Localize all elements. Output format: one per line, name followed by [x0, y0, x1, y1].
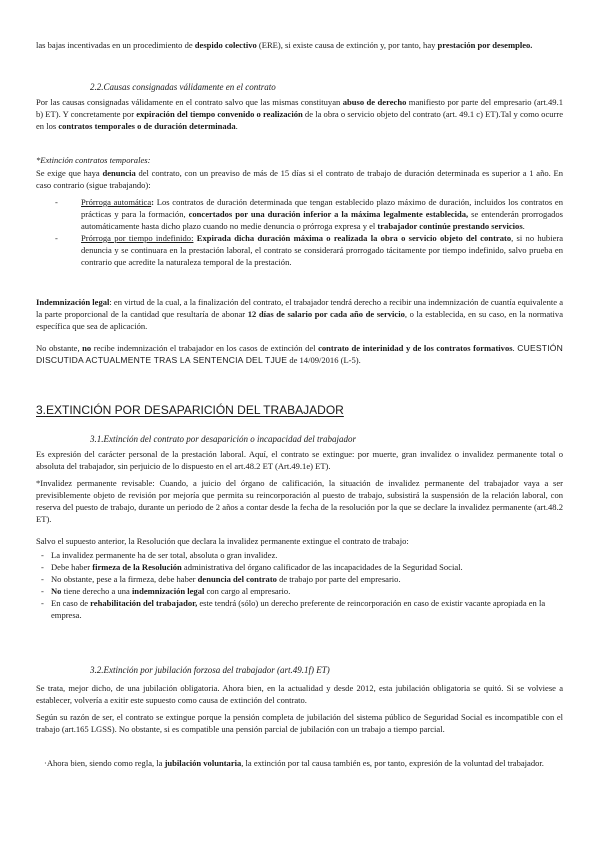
text: No obstante, pese a la firmeza, debe haber — [51, 574, 198, 584]
extension-list — [36, 196, 563, 268]
dash-marker: - — [41, 574, 44, 584]
list-item — [36, 573, 563, 585]
text: ·Ahora bien, siendo como regla, la — [44, 758, 165, 768]
text: . — [512, 343, 518, 353]
text: (ERE), si existe causa de extinción y, por tanto, hay — [256, 40, 438, 50]
bold-text: indemnización legal — [131, 586, 205, 596]
text: . — [522, 221, 525, 231]
text: manifiesto por parte del empresario (art.49.1 b) ET). Y concretamente por — [36, 97, 563, 119]
causes-paragraph — [36, 96, 563, 132]
pension-paragraph: Según su razón de ser, el contrato se extingue porque la pensión completa de jubilación del sistema público de Seguridad Social es incompatible con el trabajo (art.165 LGSS). No obstante, si es compatible una pensión parcial de jubilación con un trabajo a tiempo parcial. — [36, 712, 563, 734]
text: La invalidez permanente ha de ser total, absoluta o gran invalidez. — [51, 550, 278, 560]
bold-text: No — [51, 586, 62, 596]
dash-marker: - — [41, 598, 44, 608]
underlined-text: Prórroga por tiempo indefinido: — [81, 233, 194, 243]
list-item — [36, 549, 563, 561]
text: del contrato, con un preaviso de más de 15 días si el contrato de trabajo de duración determinada es superior a 1 año. En caso contrario (sigue trabajando): — [36, 168, 563, 190]
bold-text: no — [82, 343, 92, 353]
dash-marker: - — [41, 550, 44, 560]
text: Por las causas consignadas válidamente en el contrato salvo que las mismas constituyan — [36, 97, 343, 107]
text: las bajas incentivadas en un procedimiento de — [36, 40, 195, 50]
list-item — [36, 585, 563, 597]
bold-text: concertados por una duración inferior a la máxima legalmente establecida, — [188, 209, 469, 219]
temporary-contracts-label: *Extinción contratos temporales: — [36, 155, 151, 165]
bold-text: rehabilitación del trabajador, — [90, 598, 198, 608]
subheading-3-1: 3.1.Extinción del contrato por desaparición o incapacidad del trabajador — [90, 434, 356, 444]
bold-text: denuncia del contrato — [197, 574, 277, 584]
revisable-invalidity-paragraph: *Invalidez permanente revisable: Cuando, a juicio del órgano de calificación, la situación de invalidez permanente del trabajador vaya a ser previsiblemente objeto de revisión por mejoría que permita su reincorporación al puesto de trabajo, subsistirá la suspensión de la relación laboral, con reserva del puesto de trabajo, durante un periodo de 2 años a contar desde la fecha de la resolución por la que se declare la invalidez permanente (art.48.2 ET). — [36, 478, 563, 524]
text: En caso de — [51, 598, 91, 608]
text: , o la establecida, en su caso, en la normativa específica que sea de aplicación. — [36, 309, 563, 331]
text: de la obra o servicio objeto del contrato (art. 49.1 c) ET).Tal y como ocurre en los — [36, 109, 563, 131]
subheading-3-2: 3.2.Extinción por jubilación forzosa del trabajador (art.49.1f) ET) — [90, 665, 330, 675]
text: este tendrá (sólo) un derecho preferente de reincorporación en caso de existir vacante apropiada en la empresa. — [51, 598, 546, 620]
bold-text: : — [151, 197, 154, 207]
bold-text: denuncia — [102, 168, 136, 178]
text: . — [235, 121, 238, 131]
underlined-text: Prórroga automática — [81, 197, 152, 207]
dash-marker: - — [55, 197, 58, 207]
compensation-paragraph — [36, 296, 563, 332]
dash-marker: - — [41, 562, 44, 572]
text: con cargo al empresario. — [204, 586, 291, 596]
text: administrativa del órgano calificador de las incapacidades de la Seguridad Social. — [181, 562, 463, 572]
intro-paragraph — [36, 39, 563, 51]
text: de 14/09/2016 (L-5). — [287, 355, 361, 365]
text: , si no hubiera denuncia y se continuara en la prestación laboral, el contrato se considerará prorrogado tácitamente por tiempo indefinido, salvo prueba en contrario que acredite la naturaleza temporal de la prestación. — [81, 233, 564, 267]
forced-retirement-paragraph: Se trata, mejor dicho, de una jubilación obligatoria. Ahora bien, en la actualidad y desde 2012, esta jubilación obligatoria se quitó. Si se volviese a establecer, volvería a exitir este supuesto como causa de extinción del contrato. — [36, 683, 563, 705]
text: No obstante, — [36, 343, 83, 353]
text: Se exige que haya — [36, 168, 103, 178]
no-compensation-paragraph — [36, 342, 563, 366]
bold-text: contratos temporales o de duración determinada — [58, 121, 236, 131]
text: de trabajo por parte del empresario. — [276, 574, 401, 584]
bold-text: contrato de interinidad y de los contratos formativos — [318, 343, 513, 353]
subheading-2-2: 2.2.Causas consignadas válidamente en el contrato — [90, 82, 276, 92]
list-item — [36, 561, 563, 573]
voluntary-retirement-paragraph — [36, 757, 563, 769]
dash-marker: - — [41, 586, 44, 596]
text: Los contratos de duración determinada que tengan establecido plazo máximo de duración, incluidos los contratos en prácticas y para la formación, — [81, 197, 563, 219]
bold-text: expiración del tiempo convenido o realización — [136, 109, 303, 119]
bold-text: trabajador continúe prestando servicios — [377, 221, 523, 231]
resolution-paragraph: Salvo el supuesto anterior, la Resolución que declara la invalidez permanente extingue el contrato de trabajo: — [36, 536, 409, 546]
bold-text: 12 días de salario por cada año de servicio — [247, 309, 405, 319]
bold-text: abuso de derecho — [342, 97, 407, 107]
disappearance-paragraph: Es expresión del carácter personal de la prestación laboral. Aquí, el contrato se extingue: por muerte, gran invalidez o invalidez permanente total o absoluta del trabajador, sin perjuicio de lo dispuesto en el art.48.2 ET (Art.49.1e) ET). — [36, 449, 563, 471]
bold-text: Expirada dicha duración máxima o realizada la obra o servicio objeto del contrato — [196, 233, 512, 243]
section-3-heading: 3.EXTINCIÓN POR DESAPARICIÓN DEL TRABAJADOR — [36, 403, 344, 417]
text: recibe indemnización el trabajador en los casos de extinción del — [91, 343, 319, 353]
text: se entenderán prorrogados automáticamente hasta dicho plazo cuando no medie denuncia o prórroga expresa y el — [81, 209, 563, 231]
text: : en virtud de la cual, a la finalización del contrato, el trabajador tendrá derecho a recibir una indemnización de cuantía equivalente a la parte proporcional de la cantidad que resultaría de abonar — [36, 297, 563, 319]
text: , la extinción por tal causa también es, por tanto, expresión de la voluntad del trabajador. — [241, 758, 544, 768]
bold-text: firmeza de la Resolución — [92, 562, 182, 572]
text: Debe haber — [51, 562, 93, 572]
bold-text: Indemnización legal — [36, 297, 110, 307]
text: tiene derecho a una — [61, 586, 132, 596]
list-item-automatic-extension — [36, 196, 563, 232]
bold-text: despido colectivo — [194, 40, 257, 50]
list-item-indefinite-extension — [36, 232, 563, 268]
bold-text: jubilación voluntaria — [164, 758, 242, 768]
uppercase-note: CUESTIÓN DISCUTIDA ACTUALMENTE TRAS LA SENTENCIA DEL TJUE — [36, 343, 563, 365]
list-item — [36, 597, 563, 621]
bold-text: prestación por desempleo. — [437, 40, 533, 50]
resolution-conditions-list — [36, 549, 563, 621]
notice-paragraph — [36, 167, 563, 191]
dash-marker: - — [55, 233, 58, 243]
